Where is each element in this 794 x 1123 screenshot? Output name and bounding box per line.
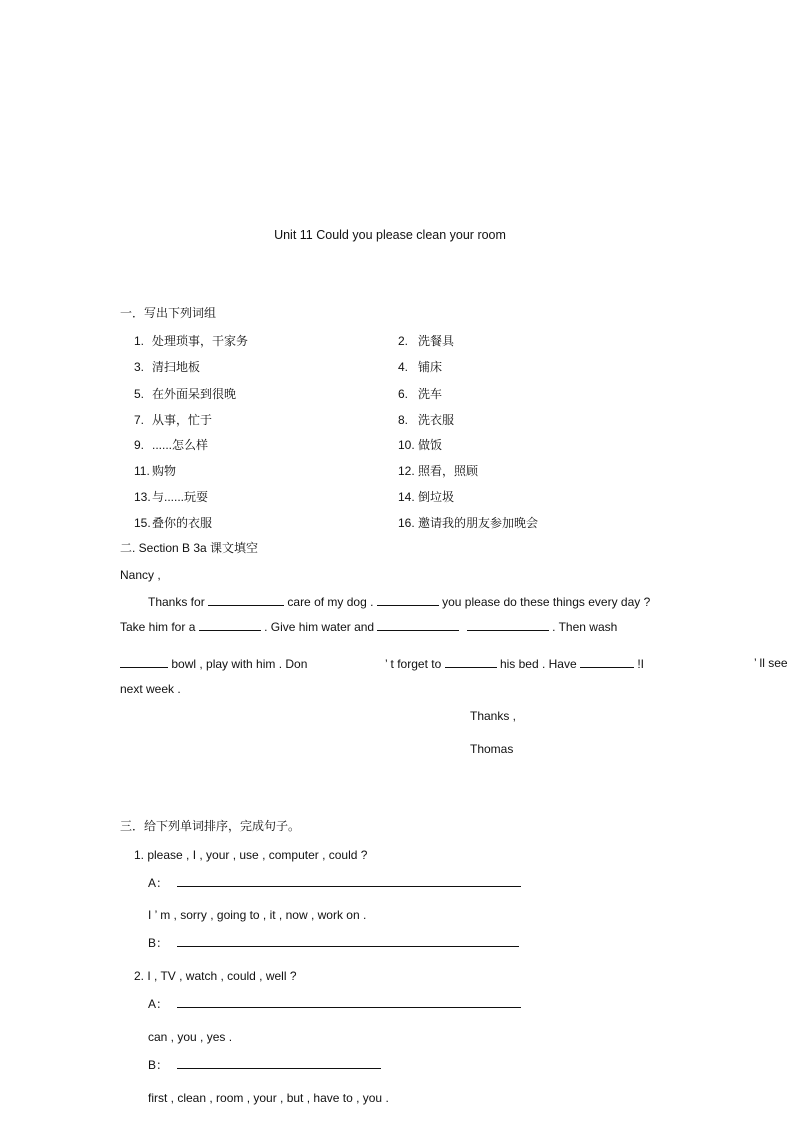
section1-heading: 一．写出下列词组 [120, 306, 217, 320]
response-1: I ’ m , sorry , going to , it , now , work on . [148, 908, 367, 922]
cloze-blank[interactable] [199, 619, 261, 631]
vocab-item [134, 490, 208, 504]
vocab-item [134, 438, 208, 452]
vocab-item-text: ......怎么样 [152, 438, 209, 452]
vocab-item [398, 464, 478, 478]
cloze-text: Take him for a [120, 620, 196, 634]
vocab-item [398, 490, 454, 504]
vocab-item [134, 334, 248, 348]
vocab-item [398, 360, 442, 374]
cloze-blank[interactable] [208, 594, 284, 606]
vocab-item-text: 邀请我的朋友参加晚会 [418, 516, 539, 530]
cloze-line-2 [120, 619, 617, 634]
cloze-text: bowl , play with him . Don [171, 657, 308, 671]
cloze-blank[interactable] [467, 619, 549, 631]
answer-label: B： [148, 1058, 169, 1072]
answer-label: A： [148, 876, 169, 890]
answer-row [148, 935, 519, 950]
vocab-item-text: 洗衣服 [418, 413, 455, 427]
vocab-item-text: 处理琐事，干家务 [152, 334, 249, 348]
vocab-item-text: 叠你的衣服 [152, 516, 213, 530]
cloze-blank[interactable] [377, 594, 439, 606]
cloze-text: care of my dog . [287, 595, 374, 609]
answer-row [148, 875, 521, 890]
vocab-item-number: 14. [398, 490, 415, 504]
vocab-item-text: 做饭 [418, 438, 443, 452]
vocab-item-text: 在外面呆到很晚 [152, 387, 237, 401]
vocab-item-number: 3. [134, 360, 145, 374]
vocab-item-number: 7. [134, 413, 145, 427]
vocab-item-text: 与......玩耍 [152, 490, 209, 504]
vocab-item-text: 铺床 [418, 360, 443, 374]
question-3: first , clean , room , your , but , have to , you . [148, 1091, 389, 1105]
answer-line[interactable] [177, 1057, 381, 1069]
section3-heading: 三．给下列单词排序，完成句子。 [120, 819, 301, 833]
cloze-line-3b [385, 656, 644, 671]
vocab-item [134, 413, 212, 427]
vocab-item-number: 4. [398, 360, 409, 374]
vocab-item [134, 360, 200, 374]
page-title: Unit 11 Could you please clean your room [274, 228, 506, 242]
vocab-item-number: 13. [134, 490, 151, 504]
vocab-item-number: 11. [134, 464, 150, 478]
vocab-item-text: 洗车 [418, 387, 443, 401]
letter-greeting: Nancy , [120, 568, 161, 582]
vocab-item-number: 5. [134, 387, 145, 401]
answer-row [148, 1057, 381, 1072]
cloze-blank[interactable] [580, 656, 634, 668]
question-2: 2. I , TV , watch , could , well ? [134, 969, 297, 983]
answer-line[interactable] [177, 875, 521, 887]
vocab-item-number: 16. [398, 516, 415, 530]
answer-label: A： [148, 997, 169, 1011]
question-1: 1. please , I , your , use , computer , could ? [134, 848, 368, 862]
vocab-item-number: 2. [398, 334, 409, 348]
cloze-line-4: next week . [120, 682, 181, 696]
cloze-line-3c: ’ ll see [754, 656, 788, 670]
vocab-item-text: 清扫地板 [152, 360, 201, 374]
vocab-item-number: 12. [398, 464, 415, 478]
vocab-item-number: 15. [134, 516, 151, 530]
cloze-text: his bed . Have [499, 657, 577, 671]
vocab-item-text: 倒垃圾 [418, 490, 455, 504]
cloze-text: . Then wash [552, 620, 618, 634]
cloze-text: Thanks for [148, 595, 205, 609]
vocab-item-number: 8. [398, 413, 409, 427]
letter-signature: Thomas [470, 742, 514, 756]
answer-label: B： [148, 936, 169, 950]
vocab-item-text: 购物 [152, 464, 177, 478]
vocab-item [398, 334, 454, 348]
cloze-text: you please do these things every day ? [442, 595, 651, 609]
answer-line[interactable] [177, 935, 519, 947]
cloze-line-1 [148, 594, 650, 609]
vocab-item [398, 387, 442, 401]
response-2: can , you , yes . [148, 1030, 233, 1044]
section2-heading: 二. Section B 3a 课文填空 [120, 541, 259, 555]
vocab-item-number: 1. [134, 334, 145, 348]
cloze-text: . Give him water and [264, 620, 375, 634]
answer-line[interactable] [177, 996, 521, 1008]
vocab-item [134, 387, 236, 401]
cloze-line-3 [120, 656, 307, 671]
vocab-item-number: 10. [398, 438, 415, 452]
answer-row [148, 996, 521, 1011]
vocab-item [134, 464, 176, 478]
cloze-text: !I [637, 657, 645, 671]
vocab-item [398, 413, 454, 427]
vocab-item [398, 516, 538, 530]
vocab-item-text: 洗餐具 [418, 334, 455, 348]
letter-closing: Thanks , [470, 709, 517, 723]
cloze-blank[interactable] [445, 656, 497, 668]
vocab-item-text: 从事，忙于 [152, 413, 213, 427]
vocab-item [134, 516, 212, 530]
cloze-blank[interactable] [377, 619, 459, 631]
vocab-item-number: 9. [134, 438, 145, 452]
vocab-item [398, 438, 442, 452]
vocab-item-text: 照看，照顾 [418, 464, 479, 478]
cloze-blank[interactable] [120, 656, 168, 668]
cloze-text: ’ t forget to [385, 657, 442, 671]
vocab-item-number: 6. [398, 387, 409, 401]
